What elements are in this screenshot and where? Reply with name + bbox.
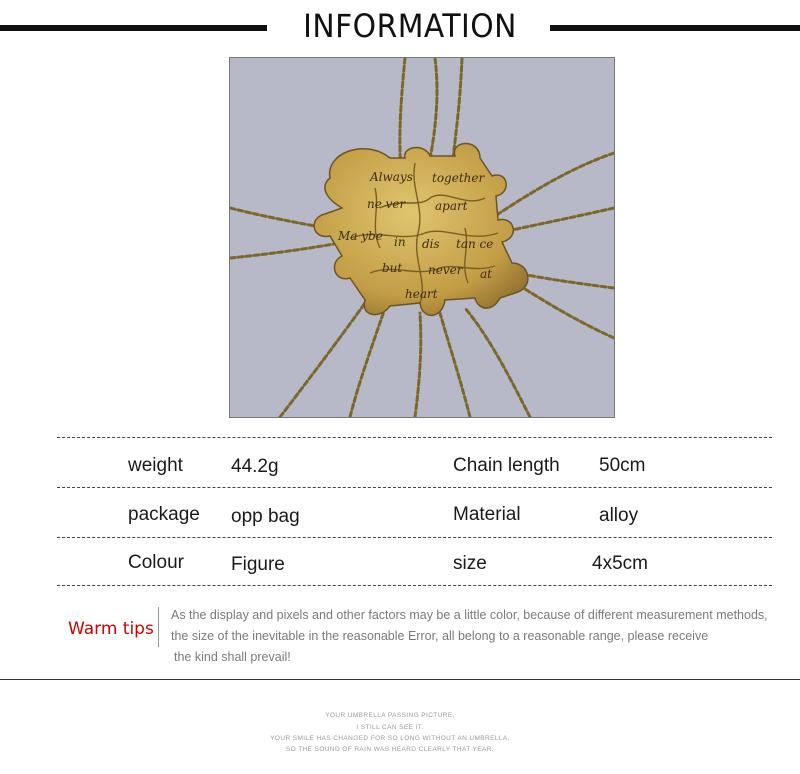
svg-text:in: in	[394, 235, 406, 249]
footer-line: SO THE SOUND OF RAIN WAS HEARD CLEARLY THAT YEAR.	[285, 746, 495, 753]
spec-value: 50cm	[599, 455, 646, 476]
footer-line: YOUR SMILE HAS CHANGED FOR SO LONG WITHOUT AN UMBRELLA,	[270, 735, 510, 742]
svg-text:dis: dis	[422, 237, 440, 251]
table-divider	[57, 487, 772, 488]
spec-value: Figure	[231, 554, 285, 575]
spec-label: Chain length	[453, 455, 560, 476]
footer-rule	[0, 679, 800, 680]
warm-tips-heading: Warm tips	[68, 619, 154, 639]
spec-value: 44.2g	[231, 456, 279, 477]
svg-text:never: never	[428, 263, 463, 277]
svg-text:together: together	[432, 171, 485, 185]
spec-label: weight	[128, 455, 183, 476]
warm-tips-line: the size of the inevitable in the reasonable Error, all belong to a reasonable range, please receive	[171, 629, 709, 643]
svg-text:heart: heart	[405, 287, 438, 301]
product-image	[229, 57, 615, 418]
header-rule-right	[550, 25, 800, 31]
footer-line: I STILL CAN SEE IT.	[356, 724, 424, 731]
spec-label: Colour	[128, 552, 184, 573]
svg-text:apart: apart	[435, 199, 468, 213]
warm-tips-divider	[158, 607, 159, 647]
table-divider	[57, 585, 772, 586]
spec-value: alloy	[599, 505, 639, 526]
svg-text:tan ce: tan ce	[456, 237, 494, 251]
spec-label: size	[453, 553, 487, 574]
svg-text:at: at	[480, 267, 492, 281]
warm-tips-line: As the display and pixels and other factors may be a little color, because of different measurement methods,	[171, 608, 768, 622]
svg-text:ne ver: ne ver	[367, 197, 406, 211]
page-title: INFORMATION	[303, 7, 517, 45]
header-rule-left	[0, 25, 267, 31]
svg-text:Always: Always	[370, 170, 413, 184]
footer-line: YOUR UMBRELLA PASSING PICTURE,	[325, 712, 455, 719]
spec-value: opp bag	[231, 506, 300, 527]
spec-label: package	[128, 504, 200, 525]
spec-value: 4x5cm	[592, 553, 648, 574]
spec-label: Material	[453, 504, 521, 525]
svg-text:Ma ybe: Ma ybe	[338, 229, 383, 243]
table-divider	[57, 437, 772, 438]
table-divider	[57, 537, 772, 538]
svg-text:but: but	[382, 261, 403, 275]
warm-tips-line: the kind shall prevail!	[174, 650, 291, 664]
